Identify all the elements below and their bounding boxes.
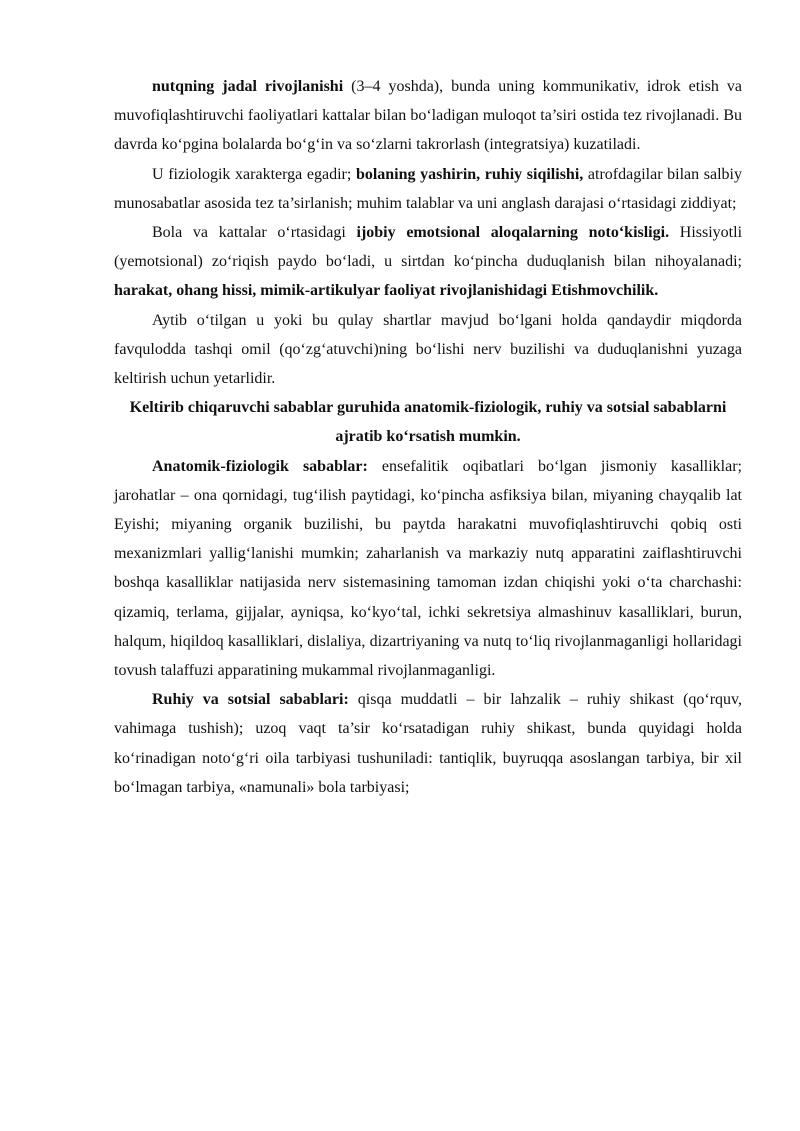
bold-phrase: bolaning yashirin, ruhiy siqilishi, [355, 165, 584, 183]
paragraph-external-factor [114, 306, 742, 394]
paragraph-speech-development [114, 72, 742, 160]
document-page [114, 72, 742, 802]
section-heading: Keltirib chiqaruvchi sabablar guruhida anatomik-fiziologik, ruhiy va sotsial sabablarni ajratib ko‘rsatish mumkin. [129, 399, 727, 446]
bold-phrase: nutqning jadal rivojlanishi [152, 78, 344, 95]
paragraph-text: Bola va kattalar o‘rtasidagi [152, 224, 357, 242]
paragraph-emotional-contact [114, 218, 742, 306]
paragraph-text: (3–4 yoshda), bunda uning kommunikativ, idrok etish va muvofiqlashtiruvchi faoliyatlari kattalar bilan bo‘ladigan muloqot ta’siri ostida tez rivojlanadi. Bu davrda ko‘pgina bolalarda bo‘g‘in va so‘zlarni takrorlash (integratsiya) kuzatiladi. [114, 78, 742, 154]
bold-phrase: ijobiy emotsional aloqalarning noto‘kisligi. [356, 224, 670, 242]
paragraph-text: qisqa muddatli – bir lahzalik – ruhiy shikast (qo‘rquv, vahimaga tushish); uzoq vaqt ta’sir ko‘rsatadigan ruhiy shikast, bunda quyidagi holda ko‘rinadigan noto‘g‘ri oila tarbiyasi tushuniladi: tantiqlik, buyruqqa asoslangan tarbiya, bir xil bo‘lmagan tarbiya, «namunali» bola tarbiyasi; [114, 691, 743, 796]
bold-phrase: Anatomik-fiziologik sabablar: [152, 457, 368, 475]
paragraph-anatomical-causes [114, 452, 742, 686]
paragraph-text: atrofdagilar bilan salbiy munosabatlar asosida tez ta’sirlanish; muhim talablar va uni anglash darajasi o‘rtasidagi ziddiyat; [114, 165, 742, 212]
paragraph-psychological-causes [114, 685, 742, 802]
bold-phrase: harakat, ohang hissi, mimik-artikulyar faoliyat rivojlanishidagi Etishmovchilik. [114, 282, 659, 300]
paragraph-text: ensefalitik oqibatlari bo‘lgan jismoniy kasalliklar; jarohatlar – ona qornidagi, tug‘ilish paytidagi, ko‘pincha asfiksiya bilan, miyaning chayqalib lat Eyishi; miyaning organik buzilishi, bu paytda harakatni muvofiqlashtiruvchi qobiq osti mexanizmlari yallig‘lanishi mumkin; zaharlanish va markaziy nutq apparatini zaiflashtiruvchi boshqa kasalliklar natijasida nerv sistemasining tamoman izdan chiqishi yoki o‘ta charchashi: qizamiq, terlama, gijjalar, ayniqsa, ko‘kyo‘tal, ichki sekretsiya almashinuv kasalliklari, burun, halqum, hiqildoq kasalliklari, dislaliya, dizartriyaning va nutq to‘liq rivojlanmaganligi hollaridagi tovush talaffuzi apparatining mukammal rivojlanmaganligi. [114, 457, 742, 680]
paragraph-text: Aytib o‘tilgan u yoki bu qulay shartlar mavjud bo‘lgani holda qandaydir miqdorda favqulodda tashqi omil (qo‘zg‘atuvchi)ning bo‘lishi nerv buzilishi va duduqlanishni yuzaga keltirish uchun yetarlidir. [114, 311, 742, 388]
paragraph-text: U fiziologik xarakterga egadir; [152, 165, 356, 183]
paragraph-text: Hissiyotli (yemotsional) zo‘riqish paydo bo‘ladi, u sirtdan ko‘pincha duduqlanish bilan nihoyalanadi; [114, 224, 743, 271]
bold-phrase: Ruhiy va sotsial sabablari: [152, 691, 349, 709]
paragraph-physiological [114, 160, 742, 218]
